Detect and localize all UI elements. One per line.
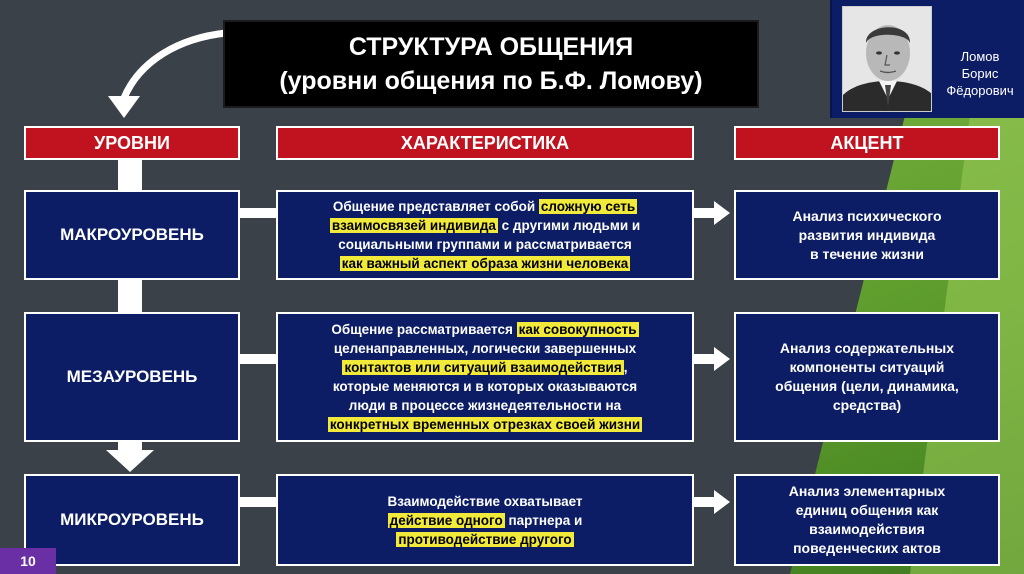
person-first-name: Борис — [961, 66, 999, 81]
accent-text — [775, 339, 959, 415]
accent-line: взаимодействия — [809, 521, 925, 537]
arrow-right-row1 — [714, 201, 730, 225]
highlighted-text: конкретных временных отрезках своей жизни — [329, 417, 641, 432]
accent-text — [792, 207, 941, 264]
desc-text — [328, 320, 642, 434]
title-line-1: СТРУКТУРА ОБЩЕНИЯ — [348, 33, 634, 61]
person-patronymic: Фёдорович — [946, 83, 1014, 98]
highlighted-text: взаимосвязей индивида — [331, 218, 496, 233]
desc-text — [330, 197, 640, 273]
accent-line: единиц общения как — [795, 502, 939, 518]
level-box-meso: МЕЗАУРОВЕНЬ — [24, 312, 240, 442]
text-segment: люди в процессе жизнедеятельности на — [348, 398, 622, 413]
connector-row3-a — [240, 497, 276, 507]
arrow-right-row3 — [714, 490, 730, 514]
highlighted-text: как важный аспект образа жизни человека — [341, 256, 629, 271]
desc-box-micro — [276, 474, 694, 566]
connector-row1-b — [694, 208, 716, 218]
accent-line: Анализ элементарных — [788, 483, 946, 499]
text-segment: которые меняются и в которых оказываются — [332, 379, 638, 394]
highlighted-text: контактов или ситуаций взаимодействия — [344, 360, 622, 375]
header-accent: АКЦЕНТ — [734, 126, 1000, 160]
accent-line: общения (цели, динамика, — [775, 378, 959, 394]
highlighted-text: действие одного — [389, 512, 503, 528]
highlighted-text: как совокупность — [518, 322, 637, 337]
desc-box-meso — [276, 312, 694, 442]
arrow-down — [106, 450, 154, 472]
level-box-micro: МИКРОУРОВЕНЬ — [24, 474, 240, 566]
accent-line: в течение жизни — [810, 245, 924, 262]
accent-line: Анализ психического — [792, 207, 942, 224]
text-segment: с другими людьми и — [497, 218, 641, 233]
text-segment: Взаимодействие охватывает — [387, 493, 583, 509]
desc-text — [387, 492, 582, 549]
desc-box-macro — [276, 190, 694, 280]
highlighted-text: сложную сеть — [540, 199, 636, 214]
accent-line: компоненты ситуаций — [789, 359, 945, 375]
title-line-2: (уровни общения по Б.Ф. Ломову) — [279, 67, 703, 95]
title-box — [223, 20, 759, 108]
accent-line: Анализ содержательных — [779, 340, 955, 356]
portrait-image — [842, 6, 932, 112]
connector-row3-b — [694, 497, 716, 507]
text-segment: , — [623, 360, 628, 375]
accent-line: средства) — [832, 397, 902, 413]
highlighted-text: противодействие другого — [398, 531, 572, 547]
curved-arrow — [0, 0, 260, 130]
text-segment: Общение представляет собой — [332, 199, 539, 214]
accent-box-macro — [734, 190, 1000, 280]
arrow-right-row2 — [714, 347, 730, 371]
accent-box-meso — [734, 312, 1000, 442]
person-surname: Ломов — [960, 49, 1000, 64]
connector-row1-a — [240, 208, 276, 218]
accent-box-micro — [734, 474, 1000, 566]
header-characteristic: ХАРАКТЕРИСТИКА — [276, 126, 694, 160]
level-box-macro: МАКРОУРОВЕНЬ — [24, 190, 240, 280]
connector-row2-b — [694, 354, 716, 364]
header-levels: УРОВНИ — [24, 126, 240, 160]
slide-number: 10 — [0, 548, 56, 574]
accent-line: поведенческих актов — [793, 540, 941, 556]
connector-vertical-1 — [118, 160, 142, 190]
connector-vertical-2 — [118, 280, 142, 312]
accent-line: развития индивида — [798, 226, 936, 243]
text-segment: партнера и — [504, 512, 583, 528]
portrait-panel — [830, 0, 1024, 118]
accent-text — [789, 482, 945, 558]
person-name — [934, 48, 1024, 99]
text-segment: целенаправленных, логически завершенных — [333, 341, 637, 356]
text-segment: Общение рассматривается — [331, 322, 517, 337]
connector-row2-a — [240, 354, 276, 364]
text-segment: социальными группами и рассматривается — [338, 237, 632, 252]
